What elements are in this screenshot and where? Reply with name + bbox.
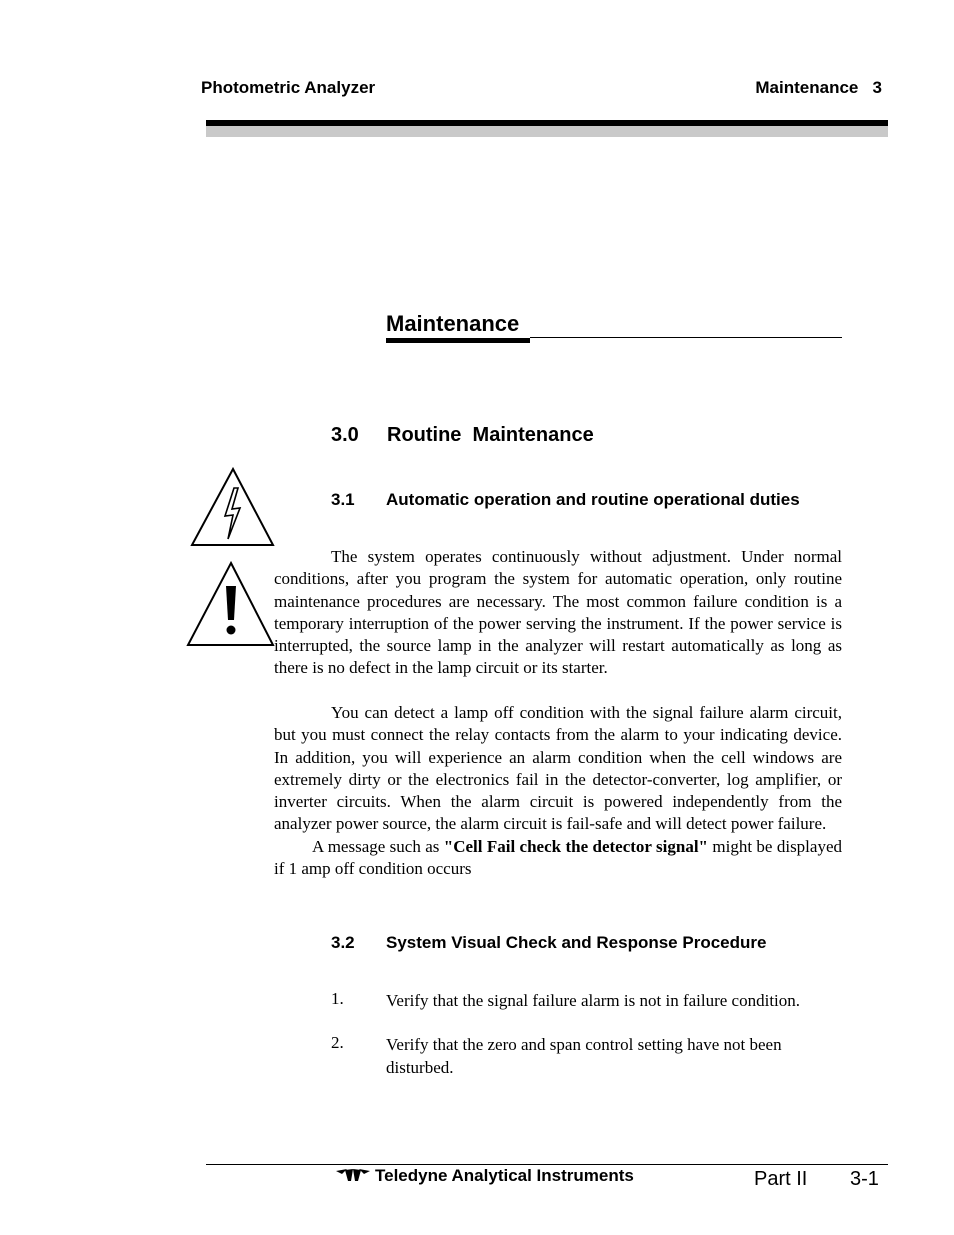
list-item-text: Verify that the signal failure alarm is not in failure condition. (386, 991, 801, 1010)
footer-rule (206, 1164, 888, 1165)
footer-company-name: Teledyne Analytical Instruments (375, 1166, 634, 1185)
paragraph-routine-operation: The system operates continuously without adjustment. Under normal conditions, after you program the system for automatic operation, only routine maintenance procedures are necessary. The most common failure condition is a temporary interruption of the power serving the instrument. If the power service is interrupted, the source lamp in the analyzer will restart automatically as long as there is no defect in the lamp circuit or its starter. (274, 547, 842, 678)
chapter-title-underline (386, 338, 530, 343)
running-header-title: Photometric Analyzer (201, 78, 376, 97)
header-rule-grey (206, 126, 888, 137)
electrical-shock-warning-icon (190, 466, 276, 548)
running-header-chapter: Maintenance 3 (755, 78, 882, 97)
section-3-2-number: 3.2 (331, 933, 355, 952)
chapter-title: Maintenance (386, 311, 520, 336)
teledyne-logo-icon (335, 1168, 371, 1182)
section-3-2-title: System Visual Check and Response Procedure (386, 933, 767, 952)
chapter-title-rule (530, 337, 842, 338)
section-3-0-title: Routine Maintenance (387, 424, 594, 446)
footer-part-label: Part II (754, 1168, 808, 1190)
section-3-0-number: 3.0 (331, 424, 359, 446)
message-sentence-start: A message such as (312, 836, 444, 856)
message-sentence-end: might be displayed if 1 amp off condition occurs (274, 836, 842, 879)
footer-page-number: 3-1 (850, 1168, 879, 1190)
list-item-number: 2. (331, 1033, 344, 1052)
list-item-text: Verify that the zero and span control setting have not been disturbed. (386, 1035, 782, 1077)
list-item-number: 1. (331, 989, 344, 1008)
caution-exclamation-icon (186, 560, 276, 648)
cell-fail-message: "Cell Fail check the detector signal" (443, 836, 708, 856)
paragraph-lamp-alarm: You can detect a lamp off condition with the signal failure alarm circuit, but you must connect the relay contacts from the alarm to your indicating device. In addition, you will experience an alarm condition when the cell windows are extremely dirty or the electronics fail in the detector-converter, log amplifier, or inverter circuits. When the alarm circuit is powered independently from the analyzer power source, the alarm circuit is fail-safe and will detect power failure. A message such as "Cell Fail check the detector signal" might be displayed if 1 amp off condition occurs (274, 703, 842, 879)
section-3-1-title: Automatic operation and routine operational duties (386, 490, 800, 509)
section-3-1-number: 3.1 (331, 490, 355, 509)
